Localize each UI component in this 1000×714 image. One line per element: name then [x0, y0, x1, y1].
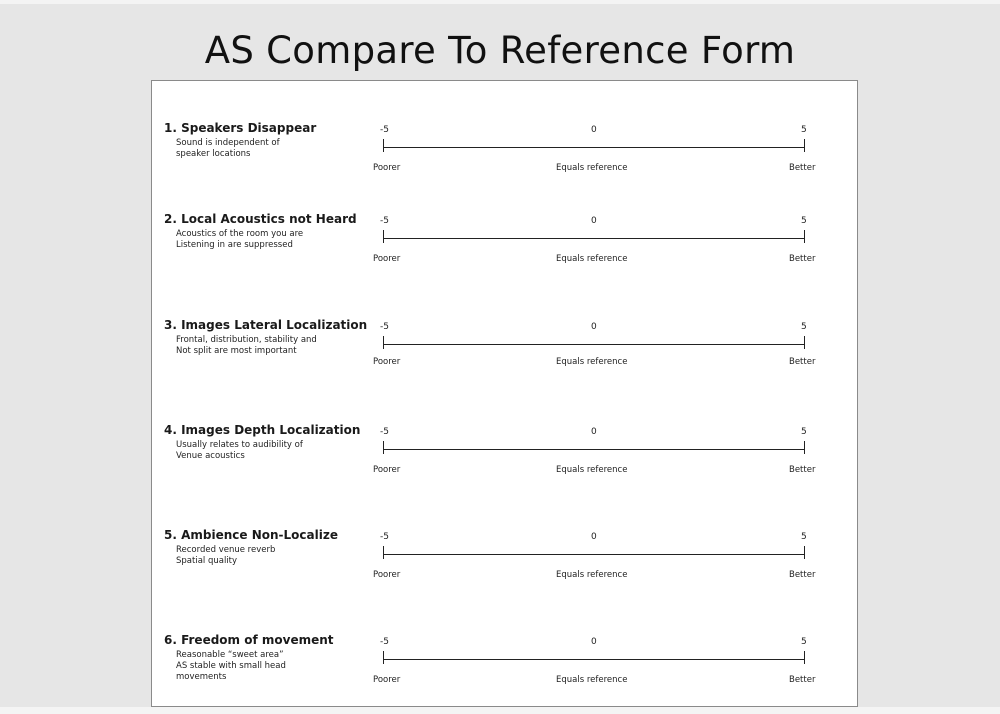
scale-label-poorer: Poorer [373, 357, 401, 367]
form-sheet [151, 80, 858, 707]
scale-label-poorer: Poorer [373, 570, 401, 580]
scale-label-poorer: Poorer [373, 675, 401, 685]
scale-mid-value: 0 [591, 125, 597, 135]
form-item-6 [152, 633, 857, 713]
scale-label-equals-reference: Equals reference [556, 357, 628, 367]
scale-tick-right [804, 230, 805, 243]
scale-max-value: 5 [801, 427, 807, 437]
rating-scale-line[interactable] [383, 238, 804, 239]
scale-label-equals-reference: Equals reference [556, 254, 628, 264]
scale-min-value: -5 [380, 125, 389, 135]
item-title: 6. Freedom of movement [164, 633, 334, 647]
item-title: 2. Local Acoustics not Heard [164, 212, 357, 226]
scale-label-equals-reference: Equals reference [556, 465, 628, 475]
slide-top-edge [0, 0, 1000, 4]
slide-bottom-edge [0, 707, 1000, 714]
scale-tick-right [804, 441, 805, 454]
rating-scale-line[interactable] [383, 449, 804, 450]
scale-mid-value: 0 [591, 637, 597, 647]
scale-max-value: 5 [801, 637, 807, 647]
scale-min-value: -5 [380, 216, 389, 226]
scale-min-value: -5 [380, 322, 389, 332]
scale-tick-right [804, 336, 805, 349]
scale-label-better: Better [789, 357, 816, 367]
scale-label-better: Better [789, 465, 816, 475]
scale-tick-left [383, 139, 384, 152]
scale-min-value: -5 [380, 427, 389, 437]
scale-mid-value: 0 [591, 532, 597, 542]
form-item-2 [152, 212, 857, 292]
scale-tick-right [804, 139, 805, 152]
scale-label-poorer: Poorer [373, 465, 401, 475]
item-title: 1. Speakers Disappear [164, 121, 317, 135]
scale-label-better: Better [789, 675, 816, 685]
form-item-1 [152, 121, 857, 201]
scale-tick-left [383, 651, 384, 664]
scale-tick-left [383, 441, 384, 454]
scale-label-better: Better [789, 163, 816, 173]
scale-mid-value: 0 [591, 322, 597, 332]
item-description: Usually relates to audibility of Venue acoustics [176, 440, 303, 461]
scale-label-poorer: Poorer [373, 254, 401, 264]
scale-min-value: -5 [380, 532, 389, 542]
item-title: 3. Images Lateral Localization [164, 318, 368, 332]
item-title: 4. Images Depth Localization [164, 423, 361, 437]
scale-label-equals-reference: Equals reference [556, 675, 628, 685]
rating-scale-line[interactable] [383, 344, 804, 345]
scale-label-poorer: Poorer [373, 163, 401, 173]
scale-label-better: Better [789, 570, 816, 580]
rating-scale-line[interactable] [383, 147, 804, 148]
item-description: Reasonable “sweet area” AS stable with small head movements [176, 650, 286, 682]
scale-max-value: 5 [801, 125, 807, 135]
scale-label-equals-reference: Equals reference [556, 163, 628, 173]
item-description: Acoustics of the room you are Listening in are suppressed [176, 229, 304, 250]
scale-tick-left [383, 230, 384, 243]
item-description: Recorded venue reverb Spatial quality [176, 545, 276, 566]
item-title: 5. Ambience Non-Localize [164, 528, 338, 542]
item-description: Sound is independent of speaker locations [176, 138, 280, 159]
scale-tick-right [804, 651, 805, 664]
scale-max-value: 5 [801, 532, 807, 542]
scale-mid-value: 0 [591, 216, 597, 226]
slide-title: AS Compare To Reference Form [204, 29, 796, 72]
form-item-5 [152, 528, 857, 608]
item-description: Frontal, distribution, stability and Not split are most important [176, 335, 317, 356]
form-item-3 [152, 318, 857, 398]
form-item-4 [152, 423, 857, 503]
scale-tick-left [383, 546, 384, 559]
rating-scale-line[interactable] [383, 554, 804, 555]
scale-max-value: 5 [801, 216, 807, 226]
scale-tick-right [804, 546, 805, 559]
scale-tick-left [383, 336, 384, 349]
scale-min-value: -5 [380, 637, 389, 647]
scale-label-better: Better [789, 254, 816, 264]
rating-scale-line[interactable] [383, 659, 804, 660]
scale-max-value: 5 [801, 322, 807, 332]
scale-label-equals-reference: Equals reference [556, 570, 628, 580]
scale-mid-value: 0 [591, 427, 597, 437]
